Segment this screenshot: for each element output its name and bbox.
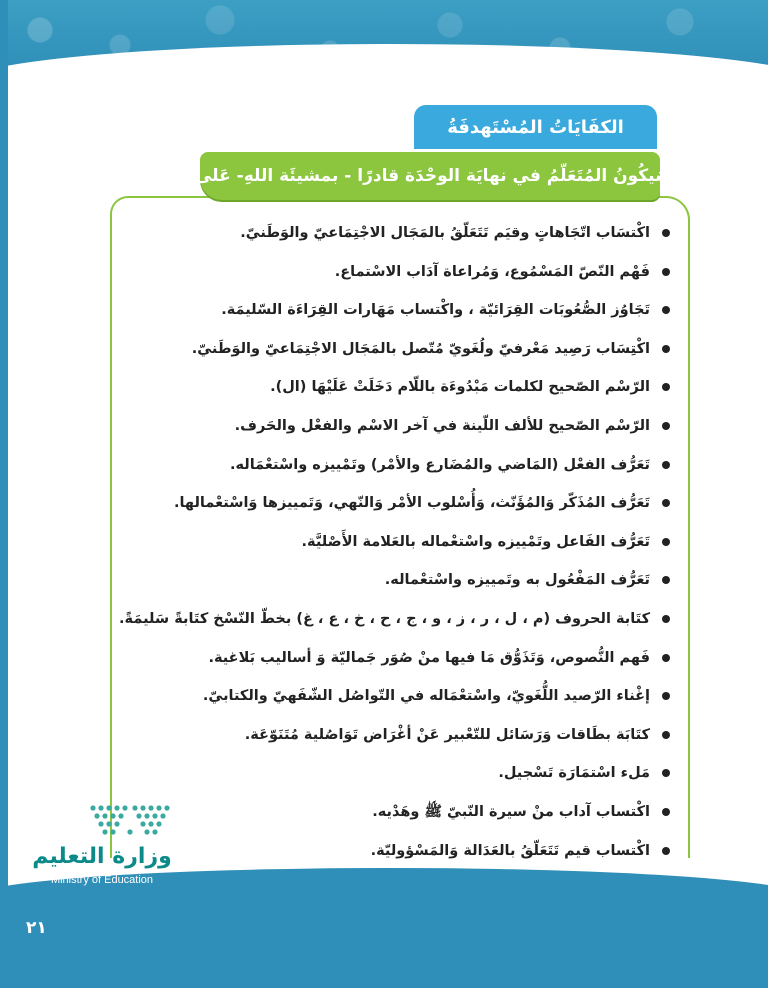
list-item xyxy=(112,716,672,755)
bullet-icon xyxy=(662,306,670,314)
left-edge-strip xyxy=(0,0,8,948)
section-title: الكفَايَاتُ المُسْتَهدفَةُ xyxy=(414,105,657,149)
list-item-text: تَجَاوُز الصُّعُوبَات القِرَائيّة ، واكْتساب مَهَارات القِرَاءَة السّليمَة. xyxy=(221,302,650,319)
list-item-text: الرّسْم الصّحيح للألف اللّينة في آخر الاسْم والفعْل والحَرف. xyxy=(234,417,650,434)
bullet-icon xyxy=(662,268,670,276)
list-item xyxy=(112,368,672,407)
list-item xyxy=(112,253,672,292)
list-item xyxy=(112,677,672,716)
bullet-icon xyxy=(662,847,670,855)
list-item-text: تَعَرُّف الفَاعل وتَمْييزه واسْتعْماله بالعَلامة الأَصْليَّة. xyxy=(301,533,650,550)
bullet-icon xyxy=(662,499,670,507)
list-item-text: اكْتساب آداب منْ سيرة النّبيّ ﷺ وهَدْيه. xyxy=(372,803,650,820)
list-item-text: اكْتساب قيم تَتَعَلّقُ بالعَدَالة وَالمَسْؤوليّة. xyxy=(370,842,650,859)
logo-arabic-text: وزارة التعليم xyxy=(32,844,172,869)
page-number: ٢١ xyxy=(26,918,47,938)
list-item-text: إغْناء الرّصيد اللُّغَويّ، واسْتعْمَاله في التّواصُل الشّفَهيّ والكتابيّ. xyxy=(202,688,650,705)
ministry-logo xyxy=(32,800,172,890)
list-item-text: فَهم النُّصوص، وَتَذَوُّق مَا فيها منْ صُوَر جَماليّة وَ أساليب بَلاغية. xyxy=(208,649,650,666)
list-item-text: اكْتسَاب اتّجَاهاتٍ وقيَم تَتَعَلّقُ بالمَجَال الاجْتِمَاعيّ والوَطَنيّ. xyxy=(240,225,650,241)
top-decorative-band xyxy=(0,0,768,70)
competencies-list xyxy=(112,214,672,870)
list-item xyxy=(112,330,672,369)
list-item xyxy=(112,446,672,485)
bullet-icon xyxy=(662,229,670,237)
list-item xyxy=(112,214,672,253)
bullet-icon xyxy=(662,383,670,391)
list-item-text: الرّسْم الصّحيح لكلمات مَبْدُوءَة باللّام دَخَلَتْ عَلَيْهَا (ال). xyxy=(270,379,650,396)
bullet-icon xyxy=(662,538,670,546)
list-item xyxy=(112,484,672,523)
logo-dots-icon xyxy=(87,800,173,840)
logo-english-text: Ministry of Education xyxy=(50,874,154,886)
list-item-text: تَعَرُّف الفعْل (المَاضي والمُضَارع والأمْر) وتَمْييزه واسْتعْمَاله. xyxy=(229,456,650,473)
bullet-icon xyxy=(662,654,670,662)
bullet-icon xyxy=(662,422,670,430)
list-item xyxy=(112,561,672,600)
list-item xyxy=(112,832,672,871)
bullet-icon xyxy=(662,808,670,816)
list-item xyxy=(112,793,672,832)
section-subtitle: سَيكُونُ المُتَعَلّمُ في نهايَة الوحْدَة قادرًا - بمشيئَة اللهِ- عَلى: xyxy=(200,152,660,200)
list-item-text: فَهْم النّصّ المَسْمُوع، وَمُراعاة آدَاب الاسْتماع. xyxy=(334,263,650,280)
list-item-text: مَلء اسْتمَارَة تَسْجيل. xyxy=(498,765,650,782)
list-item xyxy=(112,407,672,446)
list-item-text: كتَابة الحروف (م ، ل ، ر ، ز ، و ، ج ، ح ، خ ، ع ، غ) بخطّ النّسْخ كتَابةً سَليمَةً. xyxy=(119,610,650,627)
list-item xyxy=(112,754,672,793)
bullet-icon xyxy=(662,461,670,469)
list-item-text: اكْتِسَاب رَصِيد مَعْرفيّ ولُغَويّ مُتّصل بالمَجَال الاجْتِمَاعيّ والوَطَنيّ. xyxy=(191,340,650,357)
list-item xyxy=(112,523,672,562)
list-item-text: تَعَرُّف المَفْعُول به وتَمييزه واسْتعْماله. xyxy=(384,572,650,589)
list-item-text: تَعَرُّف المُذَكّر وَالمُؤَنّث، وَأُسْلوب الأمْر وَالنّهي، وَتَمييزها وَاسْتعْمالها. xyxy=(173,495,650,512)
list-item xyxy=(112,639,672,678)
bullet-icon xyxy=(662,615,670,623)
bullet-icon xyxy=(662,692,670,700)
list-item xyxy=(112,600,672,639)
list-item-text: كتَابَة بطَاقات وَرَسَائل للتّعْبير عَنْ أغْرَاض تَوَاصُلية مُتَنَوّعَة. xyxy=(244,726,650,743)
bullet-icon xyxy=(662,345,670,353)
list-item xyxy=(112,291,672,330)
bullet-icon xyxy=(662,731,670,739)
bullet-icon xyxy=(662,769,670,777)
bullet-icon xyxy=(662,576,670,584)
